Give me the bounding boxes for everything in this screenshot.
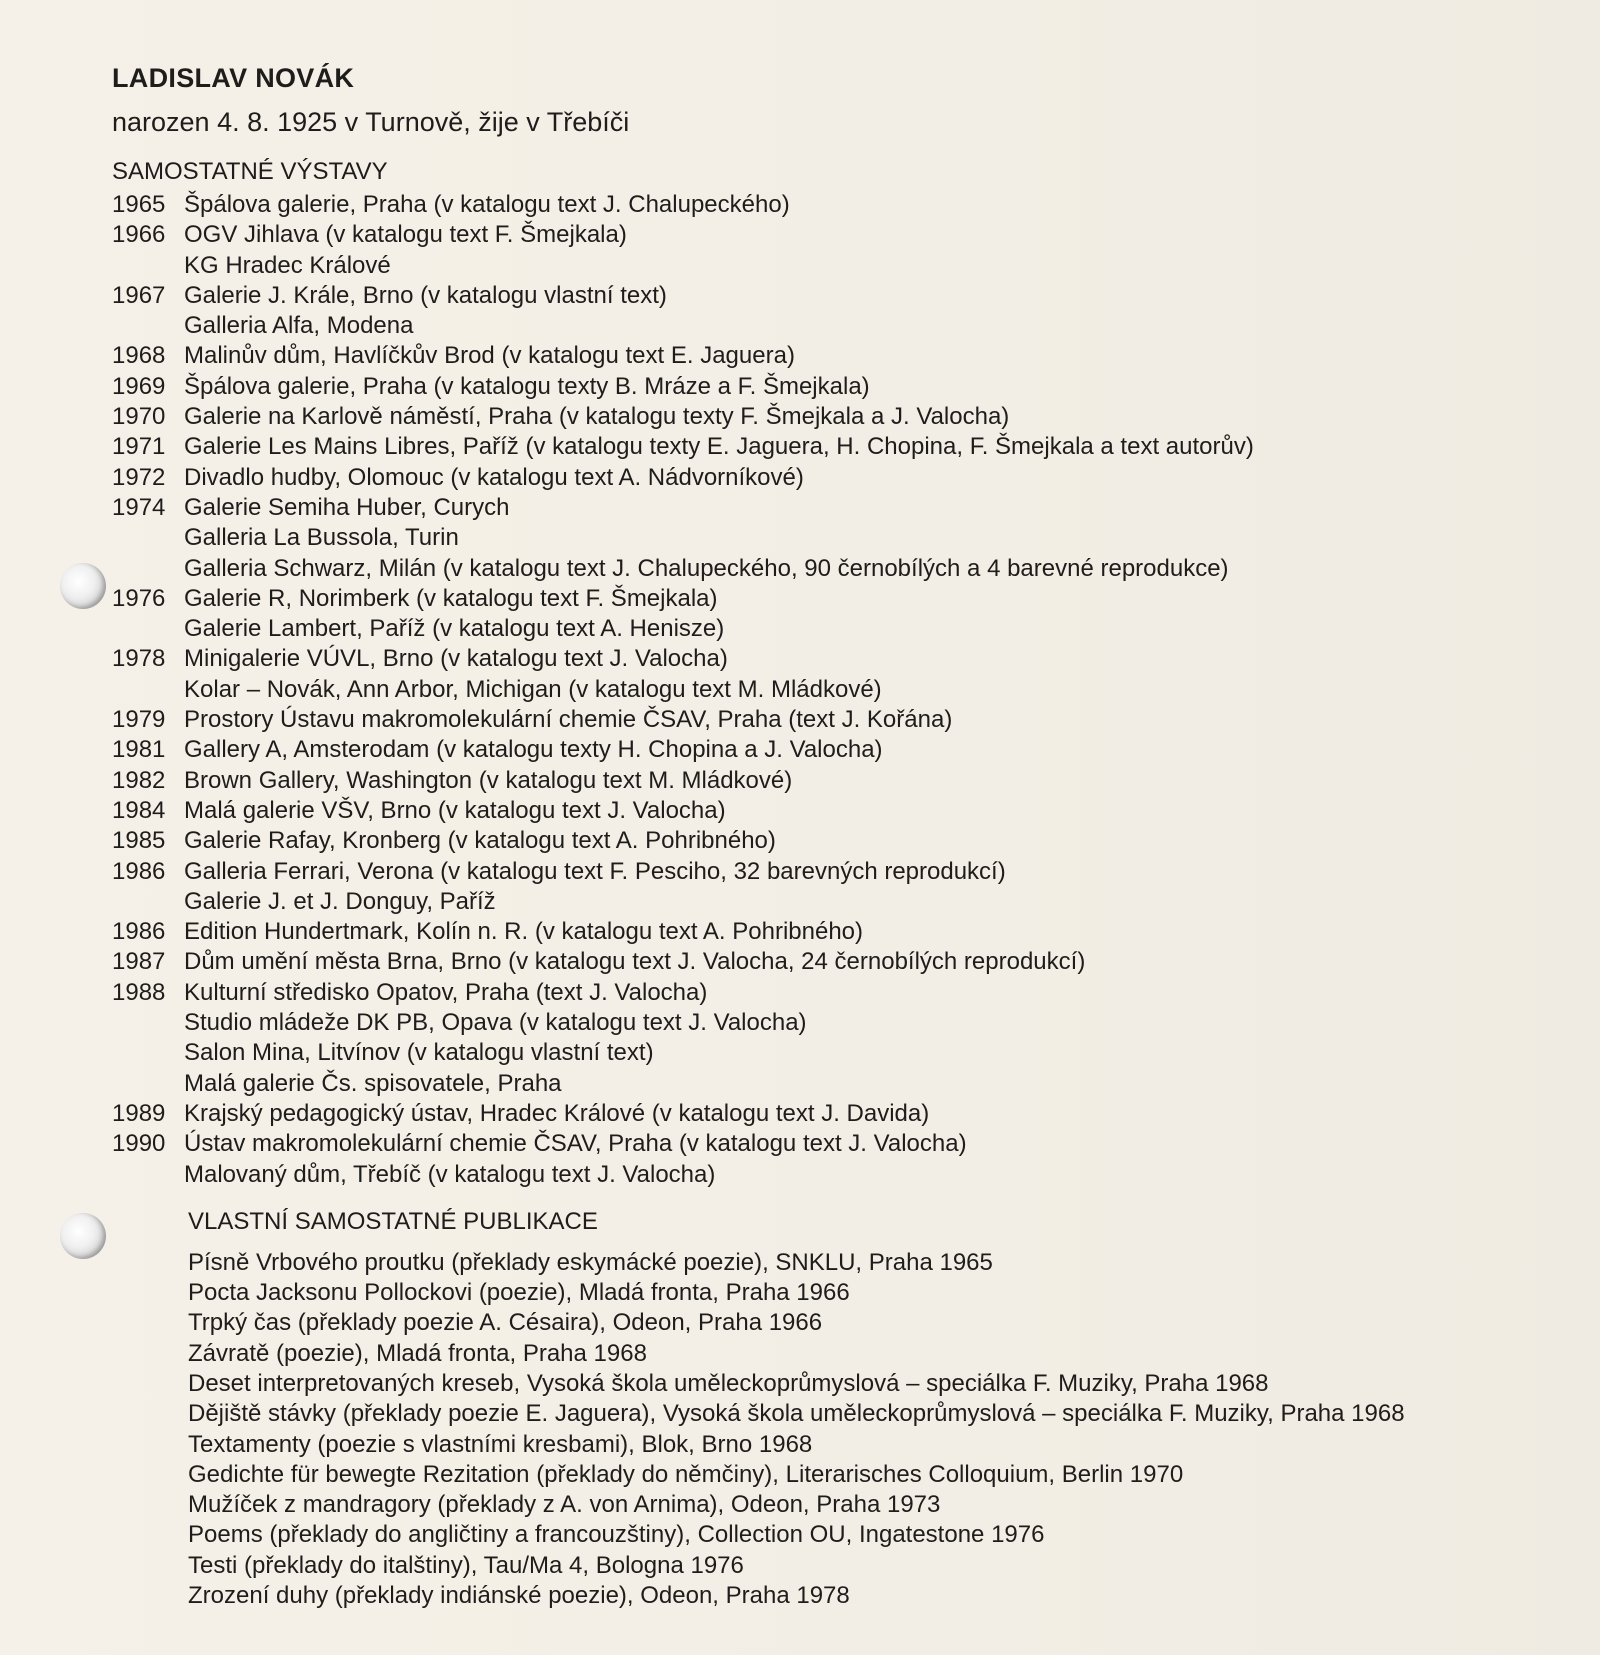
exhibition-entry <box>112 1129 1552 1159</box>
exhibition-year <box>112 887 184 917</box>
exhibition-text: Galerie Les Mains Libres, Paříž (v katalogu texty E. Jaguera, H. Chopina, F. Šmejkala a text autorův) <box>184 433 1254 461</box>
exhibition-year: 1976 <box>112 584 166 612</box>
birth-info: narozen 4. 8. 1925 v Turnově, žije v Třebíči <box>112 107 630 137</box>
exhibition-text: Dům umění města Brna, Brno (v katalogu text J. Valocha, 24 černobílých reprodukcí) <box>184 948 1086 976</box>
exhibition-year: 1990 <box>112 1130 166 1158</box>
publication-item: Trpký čas (překlady poezie A. Césaira), Odeon, Praha 1966 <box>188 1309 823 1337</box>
exhibition-year: 1969 <box>112 372 166 400</box>
exhibition-text: Brown Gallery, Washington (v katalogu text M. Mládkové) <box>184 766 793 794</box>
exhibition-year <box>112 1069 184 1099</box>
exhibition-year: 1971 <box>112 433 166 461</box>
exhibition-year <box>112 311 184 341</box>
exhibition-text: Galleria Schwarz, Milán (v katalogu text J. Chalupeckého, 90 černobílých a 4 barevné reprodukce) <box>184 554 1229 582</box>
exhibition-year: 1981 <box>112 736 166 764</box>
exhibition-entry <box>112 947 1552 977</box>
exhibition-year: 1985 <box>112 827 166 855</box>
exhibition-entry <box>112 1099 1552 1129</box>
exhibition-entry <box>112 281 1552 311</box>
exhibition-text: Špálova galerie, Praha (v katalogu texty B. Mráze a F. Šmejkala) <box>184 372 870 400</box>
exhibition-year: 1966 <box>112 221 166 249</box>
exhibition-entry <box>112 766 1552 796</box>
exhibition-entry <box>112 978 1552 1008</box>
exhibition-entry <box>112 311 1552 341</box>
exhibition-entry <box>112 887 1552 917</box>
exhibition-text: Galerie Semiha Huber, Curych <box>184 493 510 521</box>
exhibition-entry <box>112 705 1552 735</box>
exhibition-text: Malá galerie VŠV, Brno (v katalogu text J. Valocha) <box>184 796 726 824</box>
exhibition-entry <box>112 614 1552 644</box>
exhibition-text: Minigalerie VÚVL, Brno (v katalogu text J. Valocha) <box>184 645 728 673</box>
exhibition-text: Špálova galerie, Praha (v katalogu text J. Chalupeckého) <box>184 191 790 218</box>
exhibition-text: Prostory Ústavu makromolekulární chemie ČSAV, Praha (text J. Kořána) <box>184 706 953 734</box>
exhibition-entry <box>112 251 1552 281</box>
exhibition-year: 1982 <box>112 766 166 794</box>
exhibition-entry <box>112 372 1552 402</box>
exhibition-year <box>112 554 184 584</box>
exhibition-year: 1988 <box>112 978 166 1006</box>
publication-item: Pocta Jacksonu Pollockovi (poezie), Mladá fronta, Praha 1966 <box>188 1279 850 1307</box>
exhibition-year: 1986 <box>112 918 166 946</box>
exhibition-text: Galerie R, Norimberk (v katalogu text F. Šmejkala) <box>184 584 718 612</box>
exhibition-text: OGV Jihlava (v katalogu text F. Šmejkala) <box>184 221 627 249</box>
exhibition-text: Malovaný dům, Třebíč (v katalogu text J. Valocha) <box>184 1160 716 1188</box>
publication-item: Písně Vrbového proutku (překlady eskymácké poezie), SNKLU, Praha 1965 <box>188 1248 993 1276</box>
exhibition-year: 1970 <box>112 403 166 431</box>
exhibition-year <box>112 614 184 644</box>
exhibition-text: Krajský pedagogický ústav, Hradec Králové (v katalogu text J. Davida) <box>184 1099 930 1127</box>
publication-item: Poems (překlady do angličtiny a francouzštiny), Collection OU, Ingatestone 1976 <box>188 1521 1045 1549</box>
publication-item: Dějiště stávky (překlady poezie E. Jaguera), Vysoká škola uměleckoprůmyslová – speciálka F. Muziky, Praha 1968 <box>188 1400 1405 1428</box>
exhibition-text: Divadlo hudby, Olomouc (v katalogu text A. Nádvorníkové) <box>184 463 804 491</box>
exhibition-text: Galerie Rafay, Kronberg (v katalogu text A. Pohribného) <box>184 827 776 855</box>
exhibition-text: Ústav makromolekulární chemie ČSAV, Praha (v katalogu text J. Valocha) <box>184 1130 967 1158</box>
exhibition-year <box>112 251 184 281</box>
exhibition-text: Kolar – Novák, Ann Arbor, Michigan (v katalogu text M. Mládkové) <box>184 675 882 703</box>
exhibition-entry <box>112 826 1552 856</box>
exhibition-entry <box>112 402 1552 432</box>
exhibition-year: 1979 <box>112 706 166 734</box>
exhibition-year <box>112 523 184 553</box>
exhibitions-heading: SAMOSTATNÉ VÝSTAVY <box>112 158 388 185</box>
exhibition-entry <box>112 341 1552 371</box>
exhibition-year <box>112 675 184 705</box>
exhibition-entry <box>112 523 1552 553</box>
publication-item: Gedichte für bewegte Rezitation (překlady do němčiny), Literarisches Colloquium, Berlin 1970 <box>188 1460 1184 1488</box>
exhibition-text: Gallery A, Amsterodam (v katalogu texty H. Chopina a J. Valocha) <box>184 736 883 764</box>
exhibition-text: Edition Hundertmark, Kolín n. R. (v katalogu text A. Pohribného) <box>184 918 864 946</box>
exhibition-entry <box>112 735 1552 765</box>
publication-item: Závratě (poezie), Mladá fronta, Praha 1968 <box>188 1339 647 1367</box>
exhibition-year: 1967 <box>112 281 166 309</box>
exhibition-year: 1986 <box>112 857 166 885</box>
publications-heading: VLASTNÍ SAMOSTATNÉ PUBLIKACE <box>188 1207 598 1235</box>
exhibition-entry <box>112 1038 1552 1068</box>
exhibition-entry <box>112 584 1552 614</box>
exhibition-text: Galerie na Karlově náměstí, Praha (v katalogu texty F. Šmejkala a J. Valocha) <box>184 403 1010 431</box>
exhibition-year: 1974 <box>112 493 166 521</box>
exhibition-year: 1984 <box>112 796 166 824</box>
exhibition-entry <box>112 190 1552 220</box>
exhibitions-list <box>112 190 1552 1190</box>
punch-hole-icon <box>60 1213 106 1259</box>
publication-item: Deset interpretovaných kreseb, Vysoká škola uměleckoprůmyslová – speciálka F. Muziky, Praha 1968 <box>188 1369 1269 1397</box>
exhibition-entry <box>112 1160 1552 1190</box>
publication-item: Zrození duhy (překlady indiánské poezie), Odeon, Praha 1978 <box>188 1582 850 1610</box>
publication-item: Mužíček z mandragory (překlady z A. von Arnima), Odeon, Praha 1973 <box>188 1491 941 1519</box>
exhibition-text: Malinův dům, Havlíčkův Brod (v katalogu text E. Jaguera) <box>184 342 795 370</box>
exhibition-entry <box>112 917 1552 947</box>
exhibition-text: KG Hradec Králové <box>184 251 391 279</box>
exhibition-text: Kulturní středisko Opatov, Praha (text J. Valocha) <box>184 978 708 1006</box>
exhibition-year: 1965 <box>112 191 166 218</box>
punch-hole-icon <box>60 563 106 609</box>
exhibition-text: Galerie J. et J. Donguy, Paříž <box>184 887 496 915</box>
exhibition-entry <box>112 463 1552 493</box>
exhibition-entry <box>112 554 1552 584</box>
exhibition-text: Galerie J. Krále, Brno (v katalogu vlastní text) <box>184 281 667 309</box>
exhibition-year: 1989 <box>112 1099 166 1127</box>
exhibition-entry <box>112 796 1552 826</box>
exhibition-text: Galleria Alfa, Modena <box>184 312 414 340</box>
publication-item: Testi (překlady do italštiny), Tau/Ma 4, Bologna 1976 <box>188 1551 744 1579</box>
exhibition-year <box>112 1160 184 1190</box>
exhibition-year: 1978 <box>112 645 166 673</box>
exhibition-text: Salon Mina, Litvínov (v katalogu vlastní text) <box>184 1039 654 1067</box>
exhibition-entry <box>112 493 1552 523</box>
exhibition-year: 1987 <box>112 948 166 976</box>
exhibition-entry <box>112 857 1552 887</box>
document-content <box>112 58 1552 1611</box>
exhibition-text: Galleria La Bussola, Turin <box>184 524 459 552</box>
exhibition-entry <box>112 1069 1552 1099</box>
exhibition-year <box>112 1038 184 1068</box>
exhibition-text: Galerie Lambert, Paříž (v katalogu text A. Henisze) <box>184 615 725 643</box>
exhibition-year <box>112 1008 184 1038</box>
publication-item: Textamenty (poezie s vlastními kresbami), Blok, Brno 1968 <box>188 1430 813 1458</box>
exhibition-entry <box>112 432 1552 462</box>
exhibition-entry <box>112 1008 1552 1038</box>
author-name: LADISLAV NOVÁK <box>112 63 355 93</box>
exhibition-entry <box>112 675 1552 705</box>
exhibition-text: Galleria Ferrari, Verona (v katalogu text F. Pesciho, 32 barevných reprodukcí) <box>184 857 1006 885</box>
exhibition-year: 1968 <box>112 342 166 370</box>
exhibition-text: Studio mládeže DK PB, Opava (v katalogu text J. Valocha) <box>184 1009 807 1037</box>
exhibition-year: 1972 <box>112 463 166 491</box>
exhibition-text: Malá galerie Čs. spisovatele, Praha <box>184 1069 562 1097</box>
publications-list <box>112 1248 1552 1612</box>
exhibition-entry <box>112 220 1552 250</box>
exhibition-entry <box>112 644 1552 674</box>
